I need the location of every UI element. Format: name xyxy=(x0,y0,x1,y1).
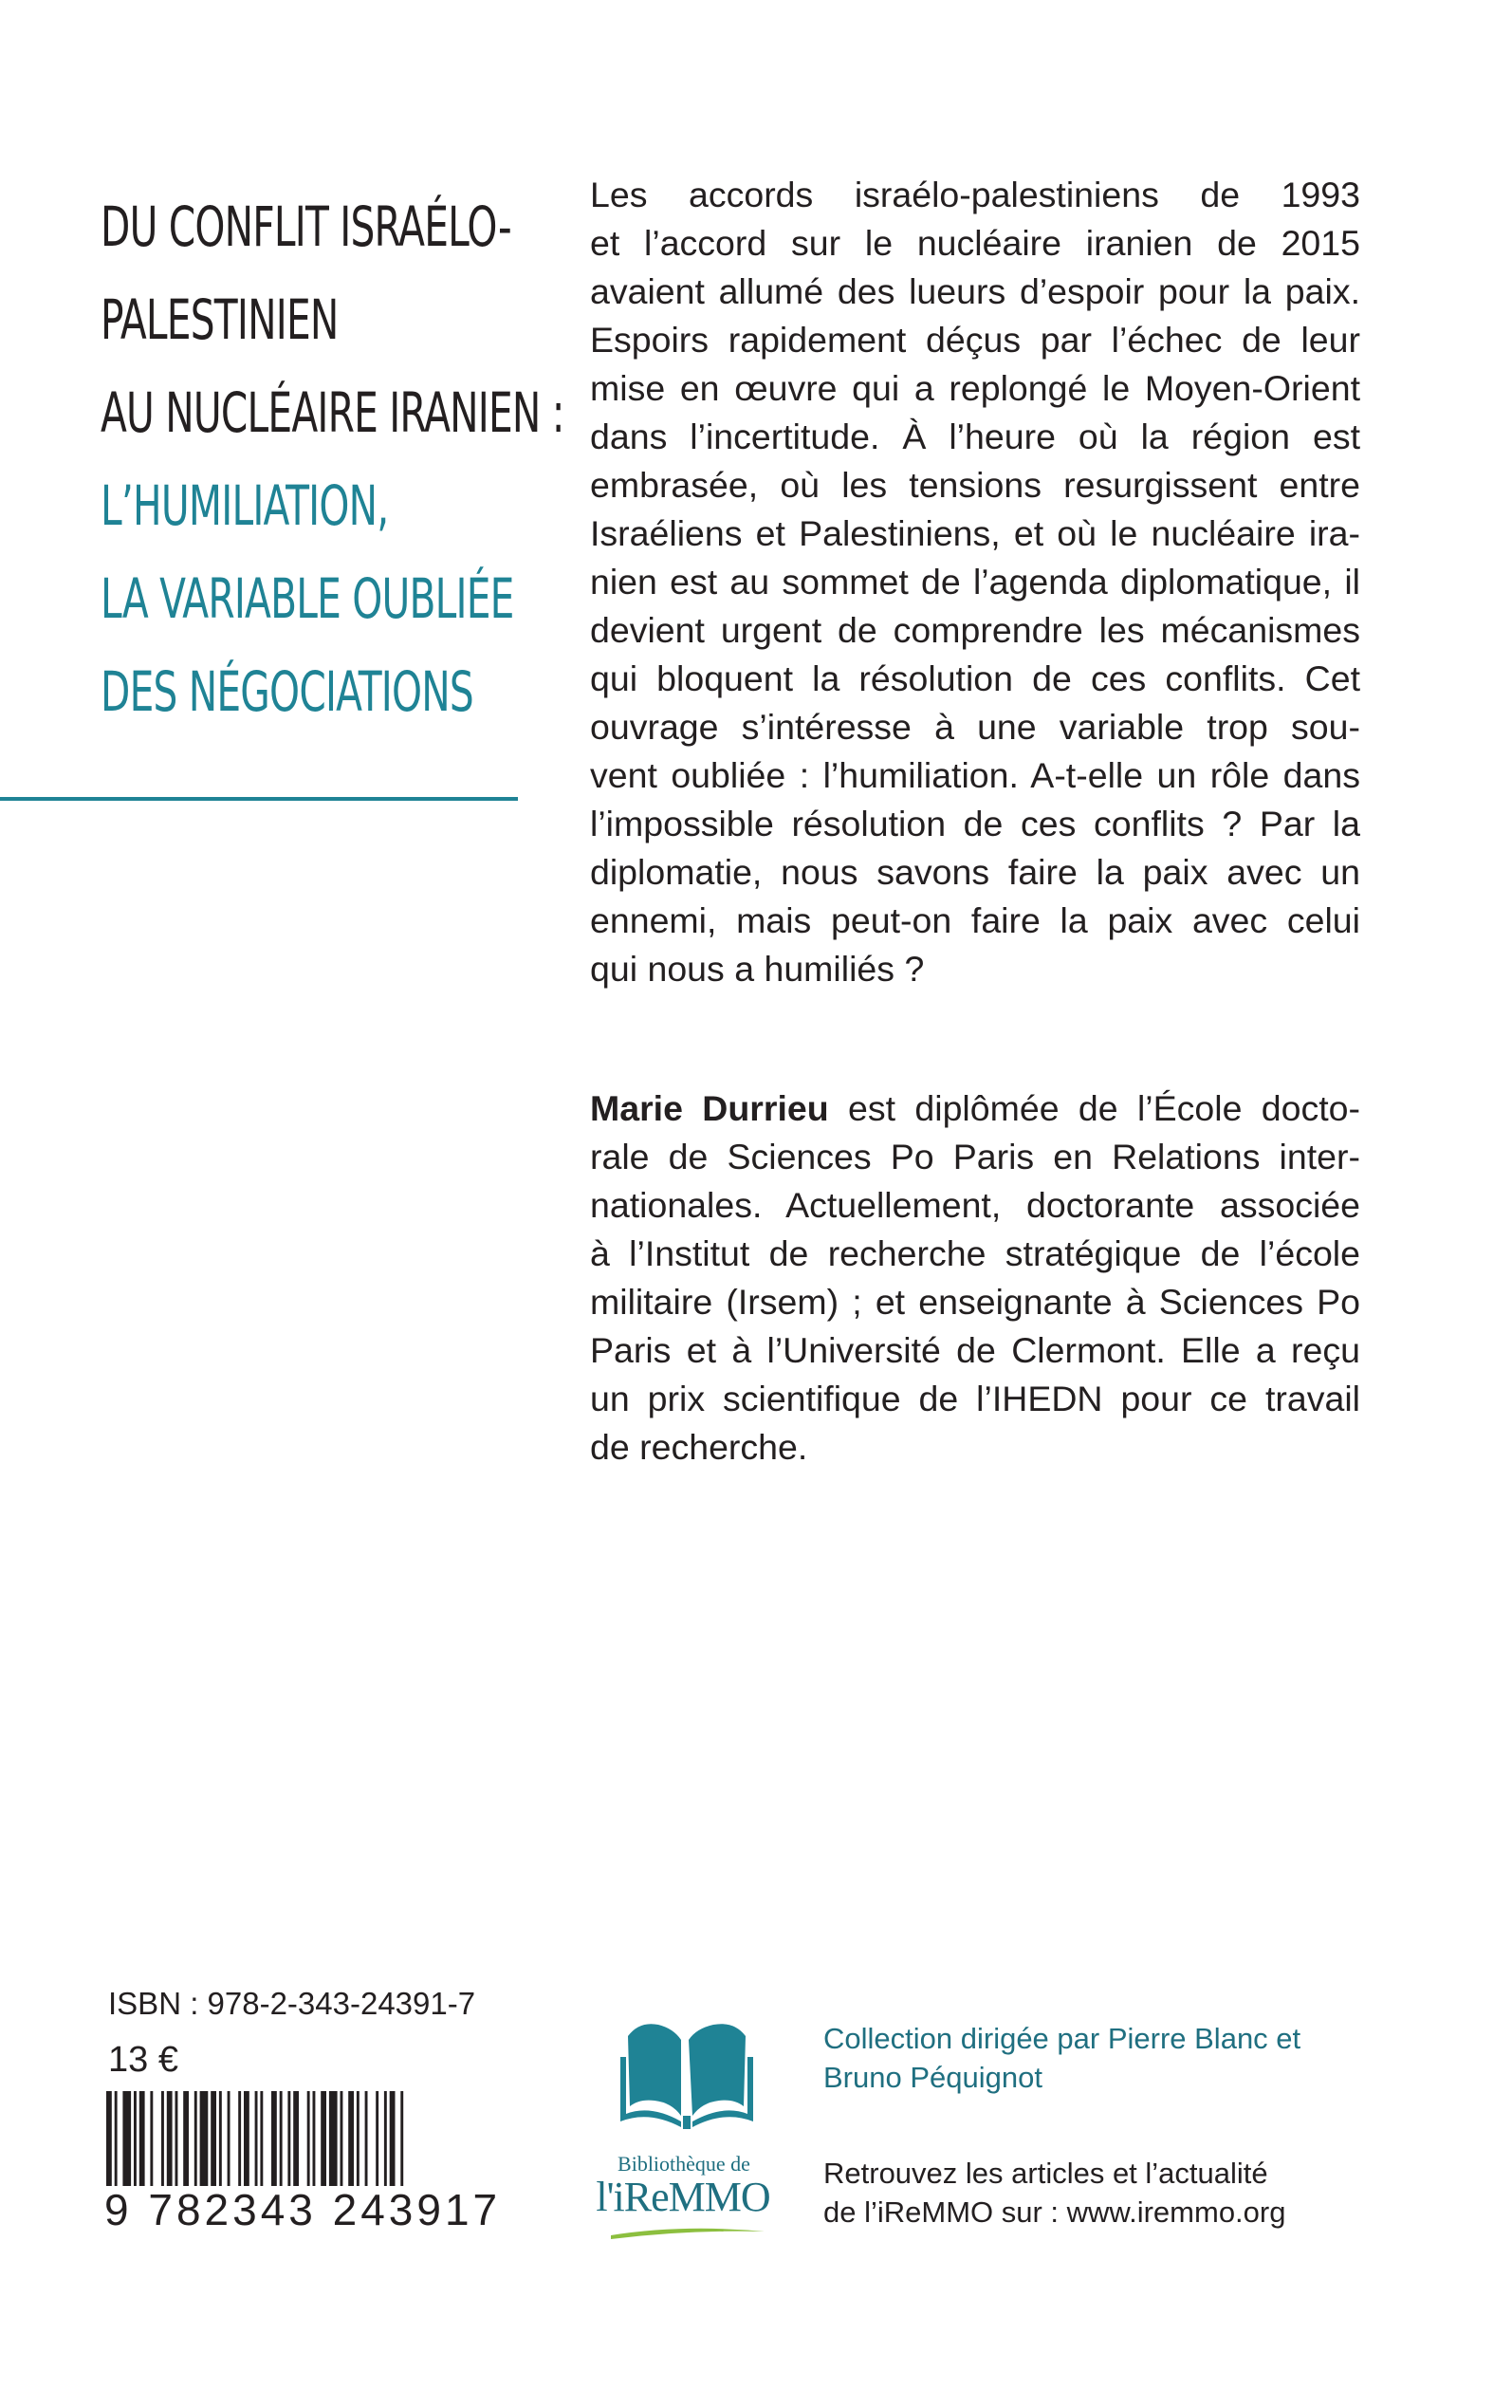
iremmo-website-info xyxy=(823,2154,1392,2232)
open-book-icon xyxy=(601,2002,772,2144)
bio-line: nationales. Actuellement, doctorante associée xyxy=(590,1185,1360,1225)
barcode-bar xyxy=(167,2091,173,2186)
barcode-bar xyxy=(329,2091,338,2186)
title-line-3: AU NUCLÉAIRE IRANIEN : xyxy=(101,380,564,445)
summary-line: avaient allumé des lueurs d’espoir pour la paix. xyxy=(590,271,1360,311)
summary-line: qui nous a humiliés ? xyxy=(590,949,925,989)
barcode-bar xyxy=(357,2091,360,2186)
subtitle-line-1: L’HUMILIATION, xyxy=(101,473,389,538)
barcode-bar xyxy=(244,2091,249,2186)
logo-caption-bottom: l'iReMMO xyxy=(596,2174,770,2220)
barcode-bar xyxy=(293,2091,299,2186)
bio-line: à l’Institut de recherche stratégique de l’école xyxy=(590,1233,1360,1273)
title-line-1: DU CONFLIT ISRAÉLO- xyxy=(101,194,511,259)
summary-line: ouvrage s’intéresse à une variable trop sou- xyxy=(590,707,1360,747)
barcode-bar xyxy=(139,2091,145,2186)
barcode-bar xyxy=(255,2091,258,2186)
barcode-bar xyxy=(150,2091,153,2186)
barcode-bar xyxy=(321,2091,326,2186)
barcode-bar xyxy=(194,2091,197,2186)
barcode-bar xyxy=(134,2091,137,2186)
barcode-bar xyxy=(390,2091,396,2186)
barcode-bar xyxy=(115,2091,118,2186)
summary-line: l’impossible résolution de ces conflits ? Par la xyxy=(590,804,1360,843)
summary-line: Israéliens et Palestiniens, et où le nucléaire ira- xyxy=(590,513,1360,553)
title-line-2: PALESTINIEN xyxy=(101,287,339,352)
barcode-bar xyxy=(122,2091,131,2186)
bio-line: militaire (Irsem) ; et enseignante à Sciences Po xyxy=(590,1282,1360,1322)
summary-line: nien est au sommet de l’agenda diplomatique, il xyxy=(590,562,1360,602)
barcode-bar xyxy=(400,2091,403,2186)
collection-line: Bruno Péquignot xyxy=(823,2061,1042,2094)
bio-line: un prix scientifique de l’IHEDN pour ce travail xyxy=(590,1379,1360,1418)
summary-line: Espoirs rapidement déçus par l’échec de leur xyxy=(590,320,1360,360)
barcode-bar xyxy=(307,2091,310,2186)
subtitle-line-2: LA VARIABLE OUBLIÉE xyxy=(101,566,514,631)
barcode-bar xyxy=(211,2091,216,2186)
barcode-digits: 9 782343 243917 xyxy=(104,2185,502,2234)
barcode-bar xyxy=(260,2091,263,2186)
summary-line: mise en œuvre qui a replongé le Moyen-Orient xyxy=(590,368,1360,408)
barcode-bar xyxy=(384,2091,387,2186)
summary-line: devient urgent de comprendre les mécanismes xyxy=(590,610,1360,650)
barcode-bars xyxy=(101,2091,518,2195)
summary-line: ennemi, mais peut-on faire la paix avec celui xyxy=(590,900,1360,940)
bio-first-line-rest: est diplômée de l’École docto- xyxy=(828,1088,1360,1128)
logo-caption-top: Bibliothèque de xyxy=(618,2152,750,2176)
barcode-bar xyxy=(200,2091,209,2186)
isbn: ISBN : 978-2-343-24391-7 xyxy=(108,1986,476,2021)
barcode-bar xyxy=(287,2091,290,2186)
barcode-bar xyxy=(183,2091,189,2186)
barcode-bar xyxy=(271,2091,277,2186)
barcode-bar xyxy=(348,2091,354,2186)
book-summary xyxy=(590,171,1360,993)
iremmo-line: de l’iReMMO sur : www.iremmo.org xyxy=(823,2195,1286,2229)
barcode-bar xyxy=(228,2091,230,2186)
price: 13 € xyxy=(108,2040,178,2080)
barcode-bar xyxy=(313,2091,316,2186)
book-title xyxy=(101,180,564,738)
summary-line: embrasée, où les tensions resurgissent entre xyxy=(590,465,1360,505)
barcode-bar xyxy=(161,2091,164,2186)
barcode-bar xyxy=(106,2091,112,2186)
summary-line: diplomatie, nous savons faire la paix avec un xyxy=(590,852,1360,892)
summary-line: Les accords israélo-palestiniens de 1993 xyxy=(590,175,1360,214)
collection-line: Collection dirigée par Pierre Blanc et xyxy=(823,2022,1301,2055)
barcode-bar xyxy=(219,2091,222,2186)
barcode-bar xyxy=(280,2091,283,2186)
bio-line: Paris et à l’Université de Clermont. Elle a reçu xyxy=(590,1330,1360,1370)
summary-line: dans l’incertitude. À l’heure où la région est xyxy=(590,417,1360,456)
title-divider xyxy=(0,797,518,801)
collection-info xyxy=(823,2019,1392,2097)
bio-line: rale de Sciences Po Paris en Relations inter- xyxy=(590,1137,1360,1176)
barcode-bar xyxy=(341,2091,343,2186)
summary-line: et l’accord sur le nucléaire iranien de 2015 xyxy=(590,223,1360,263)
author-bio xyxy=(590,1084,1360,1472)
summary-line: vent oubliée : l’humiliation. A-t-elle un rôle dans xyxy=(590,755,1360,795)
summary-line: qui bloquent la résolution de ces conflits. Cet xyxy=(590,658,1360,698)
bio-line xyxy=(590,1084,1360,1133)
barcode-bar xyxy=(365,2091,368,2186)
barcode-bar xyxy=(175,2091,178,2186)
author-name: Marie Durrieu xyxy=(590,1088,829,1128)
subtitle-line-3: DES NÉGOCIATIONS xyxy=(101,659,473,724)
bio-line: de recherche. xyxy=(590,1427,808,1467)
logo-swoosh-icon xyxy=(607,2222,768,2241)
iremmo-line: Retrouvez les articles et l’actualité xyxy=(823,2157,1268,2190)
barcode-bar xyxy=(238,2091,241,2186)
barcode-bar xyxy=(376,2091,378,2186)
